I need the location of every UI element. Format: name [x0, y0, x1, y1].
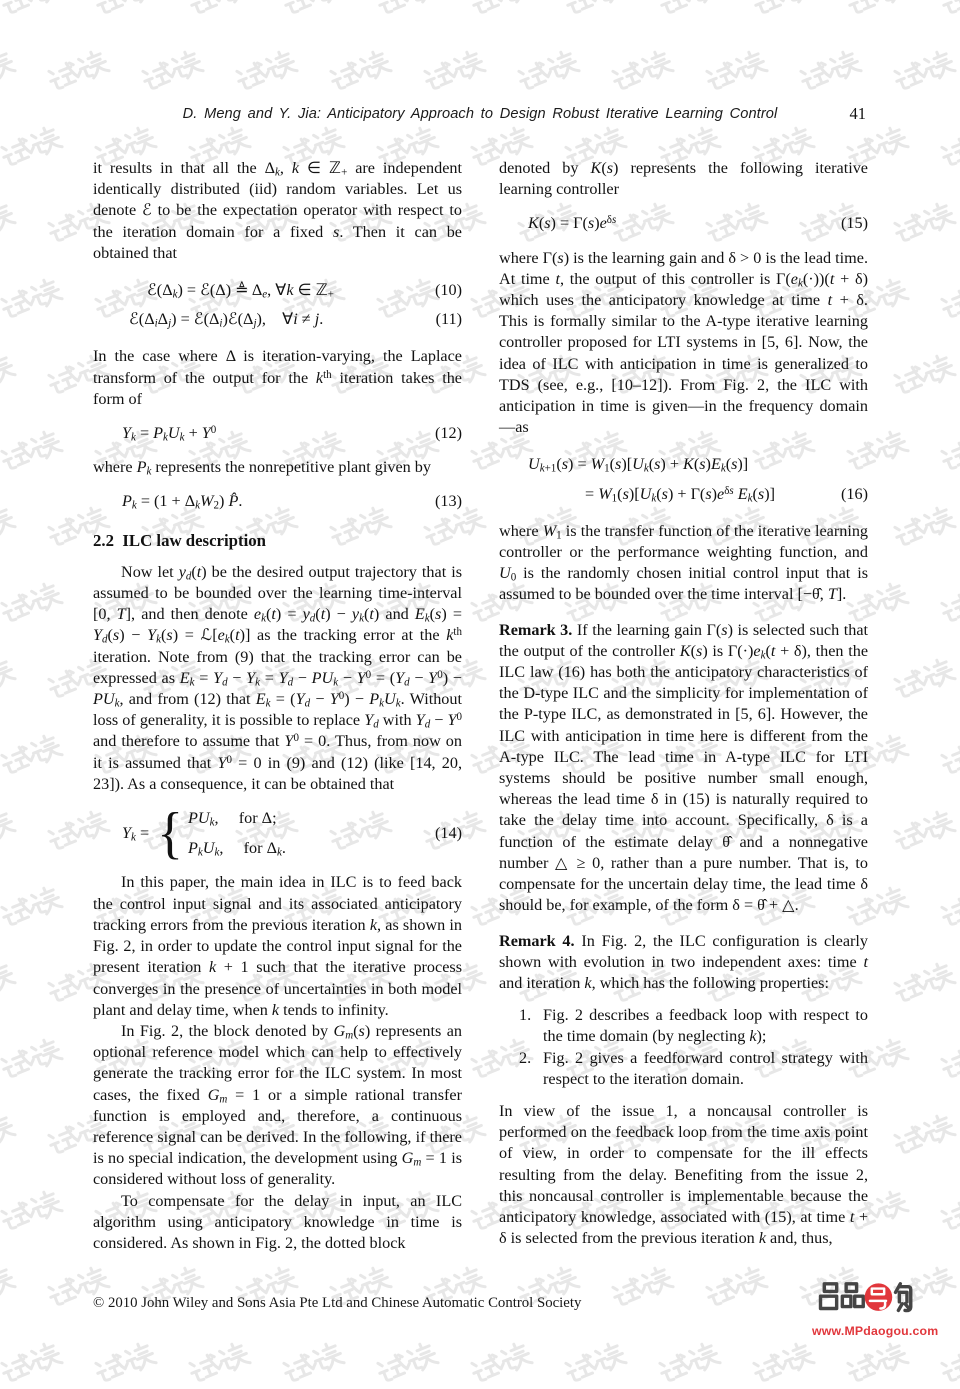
equation-16	[499, 454, 868, 504]
paragraph-compensate: To compensate for the delay in input, an ILC algorithm using anticipatory knowledge in time is considered. As shown in Fig. 2, the dotted block	[93, 1191, 462, 1252]
paragraph-fig2-block: In Fig. 2, the block denoted by $G_m(s)$ represents an optional reference model which can help to effectively generate the tracking error for the ILC system. In most cases, the fixed $G_m = 1$ or a simple rational transfer function is employed and, therefore, a continuous reference signal can be derived. In the following, if there is no special indication, the development using $G_m = 1$ is considered without loss of generality.	[93, 1021, 463, 1189]
equation-11	[93, 309, 462, 330]
properties-list	[499, 1005, 868, 1090]
list-item	[499, 1005, 868, 1047]
equation-15	[499, 213, 868, 234]
case-line-2: $P_kU_k$, for $\Delta_k$.	[188, 839, 286, 859]
logo-glyph-ming	[821, 1284, 837, 1309]
two-column-body	[93, 158, 868, 1254]
copyright-line: © 2010 John Wiley and Sons Asia Pte Ltd and Chinese Automatic Control Society	[93, 1295, 582, 1311]
mpdaogou-logo	[812, 1280, 939, 1338]
equation-number: (13)	[435, 492, 462, 511]
paragraph-where-pk: where $P_k$ represents the nonrepetitive plant given by	[93, 458, 431, 478]
paragraph-in-view: In view of the issue 1, a noncausal controller is performed on the feedback loop from the time axis point of view, in order to compensate for the ill effects resulting from the delay. Benefiting from the issue 2, this noncausal controller is implementable because the anticipatory knowledge, associated with (15), at time t + δ is selected from the previous iteration k and, thus,	[499, 1101, 868, 1248]
remark-text: In Fig. 2, the ILC configuration is clearly shown with evolution in two independent axes: time t and iteration k, which has the following properties:	[499, 931, 869, 992]
paragraph-denoted-by: denoted by K(s) represents the following iterative learning controller	[499, 159, 868, 199]
logo-url: www.MPdaogou.com	[812, 1324, 939, 1338]
remark-label: Remark 4.	[499, 931, 575, 950]
equation-body: $P_k = (1 + \Delta_kW_2)$ P̂.	[122, 492, 243, 512]
equation-14	[93, 801, 462, 865]
paragraph-main-idea: In this paper, the main idea in ILC is to feed back the control input signal and its associated anticipatory tracking errors from the previous iteration k, as shown in Fig. 2, in order to update the control input signal for the present iteration k + 1 such that the iterative process converges in the presence of uncertainties in both model plant and delay time, when k tends to infinity.	[93, 873, 462, 1019]
cases-lines	[188, 808, 286, 859]
equation-lhs: $Y_k$ =	[122, 824, 150, 844]
paragraph-where-w1: where $W_1$ is the transfer function of the iterative learning controller or the performance weighting function, and $U_0$ is the randomly chosen initial control input that is assumed to be bounded over the time interval [−θ̂, T].	[499, 521, 869, 604]
equation-body: $Y_k = P_kU_k + Y^0$	[122, 424, 217, 444]
equation-group-10-11	[93, 280, 462, 330]
equation-body: $K(s) = \Gamma(s)e^{\delta s}$	[528, 214, 617, 233]
mpdaogou-logo-icon	[814, 1280, 922, 1318]
equation-number: (15)	[841, 214, 868, 233]
list-item-number: 2.	[519, 1048, 532, 1067]
equation-number: (14)	[435, 824, 462, 843]
list-item-text: Fig. 2 gives a feedforward control strategy with respect to the iteration domain.	[543, 1048, 868, 1088]
equation-16-line2	[499, 484, 868, 505]
equation-13	[93, 491, 462, 512]
equation-16-line1	[499, 454, 868, 475]
left-column	[93, 158, 462, 1254]
equation-number: (10)	[435, 281, 462, 300]
case-line-1: $PU_k$, for Δ;	[188, 809, 277, 829]
right-column	[499, 158, 868, 1254]
remark-3	[499, 620, 868, 917]
list-item	[499, 1048, 868, 1090]
running-head: D. Meng and Y. Jia: Anticipatory Approach to Design Robust Iterative Learning Control	[182, 106, 778, 122]
equation-number: (16)	[841, 484, 868, 503]
equation-cases	[93, 801, 286, 865]
cases-brace: {	[157, 801, 184, 865]
paragraph-where-gamma: where Γ(s) is the learning gain and δ > 0 is the lead time. At time t, the output of this controller is $\Gamma(e_k(\cdot))(t + \delta)$ which uses the anticipatory knowledge at time t + δ. This is formally similar to the A-type iterative learning controller proposed for LTI systems in [5, 6]. Now, the idea of ILC with anticipation in time is generalized to TDS (see, e.g., [10–12]). From Fig. 2, the ILC with anticipation in time is given—in the frequency domain—as	[499, 248, 868, 437]
paragraph-iteration-varying: In the case where Δ is iteration-varying, the Laplace transform of the output for the $k^{th}$ iteration takes the form of	[93, 347, 462, 408]
page-header	[0, 106, 960, 122]
equation-10	[93, 280, 462, 301]
equation-body: $U_{k+1}(s) = W_1(s)[U_k(s) + K(s)E_k(s)]$	[528, 455, 749, 475]
logo-glyph-pin	[842, 1284, 863, 1307]
equation-body: = $W_1(s)[U_k(s) + \Gamma(s)e^{\delta s}$ $E_k(s)$]	[585, 484, 775, 505]
list-item-number: 1.	[519, 1006, 532, 1025]
remark-label: Remark 3.	[499, 620, 573, 639]
list-item-text: Fig. 2 describes a feedback loop with respect to the time domain (by neglecting k);	[543, 1006, 868, 1046]
paragraph-intro: it results in that all the $\Delta_k$, k ∈ ℤ$_+$ are independent identically distributed (iid) random variables. Let us denote ℰ to be the expectation operator with respect to the iteration domain for a fixed s. Then it can be obtained that	[93, 159, 462, 262]
remark-4	[499, 931, 868, 995]
equation-number: (11)	[435, 310, 462, 329]
paragraph-now-let: Now let $y_d(t)$ be the desired output trajectory that is assumed to be bounded over the learning time-interval [0, T], and then denote $e_k(t) = y_d(t) - y_k(t)$ and $E_k(s) = Y_d(s) - Y_k(s)$ = $ℒ[e_k(t)]$ as the tracking error at the $k^{th}$ iteration. Note from (9) that the tracking error can be expressed as $E_k = Y_d - Y_k = Y_d - PU_k - Y^0 = (Y_d - Y^0) - PU_k$, and from (12) that $E_k = (Y_d - Y^0) - P_kU_k$. Without loss of generality, it is possible to replace $Y_d$ with $Y_d - Y^0$ and therefore to assume that $Y^0 = 0$. Thus, from now on it is assumed that $Y^0 = 0$ in (9) and (12) (like [14, 20, 23]). As a consequence, it can be obtained that	[93, 562, 462, 793]
equation-12	[93, 423, 462, 444]
remark-text: If the learning gain Γ(s) is selected such that the output of the controller K(s) is $\Gamma(\cdot)e_k(t + \delta)$, then the ILC law (16) has both the anticipatory characteristics of the D-type ILC and the simplicity for implementation of the P-type ILC, as demonstrated in [5, 6]. However, the ILC with anticipation in time here is different from the A-type ILC. The lead time in A-type ILC for LTI systems should be positive number small enough, whereas the lead time δ in (15) is naturally required to take the delay time into account. Specifically, δ is a function of the estimate delay θ̂ and a nonnegative number △ ≥ 0, rather than a pure number. That is, to compensate for the uncertain delay time, the lead time δ should be, for example, of the form δ = θ̂ + △.	[499, 620, 869, 915]
equation-body: $ℰ(\Delta_k)$ = ℰ(Δ) ≜ $\Delta_e$, ∀k ∈ ℤ$_+$	[147, 281, 334, 301]
equation-body: $ℰ(\Delta_i\Delta_j)$ = $ℰ(\Delta_i)ℰ(\Delta_j)$, ∀i ≠ j.	[129, 310, 324, 330]
page-number: 41	[849, 104, 866, 123]
section-heading-ilc-law: 2.2 ILC law description	[93, 530, 266, 550]
logo-glyph-gou	[896, 1284, 911, 1311]
equation-number: (12)	[435, 424, 462, 443]
